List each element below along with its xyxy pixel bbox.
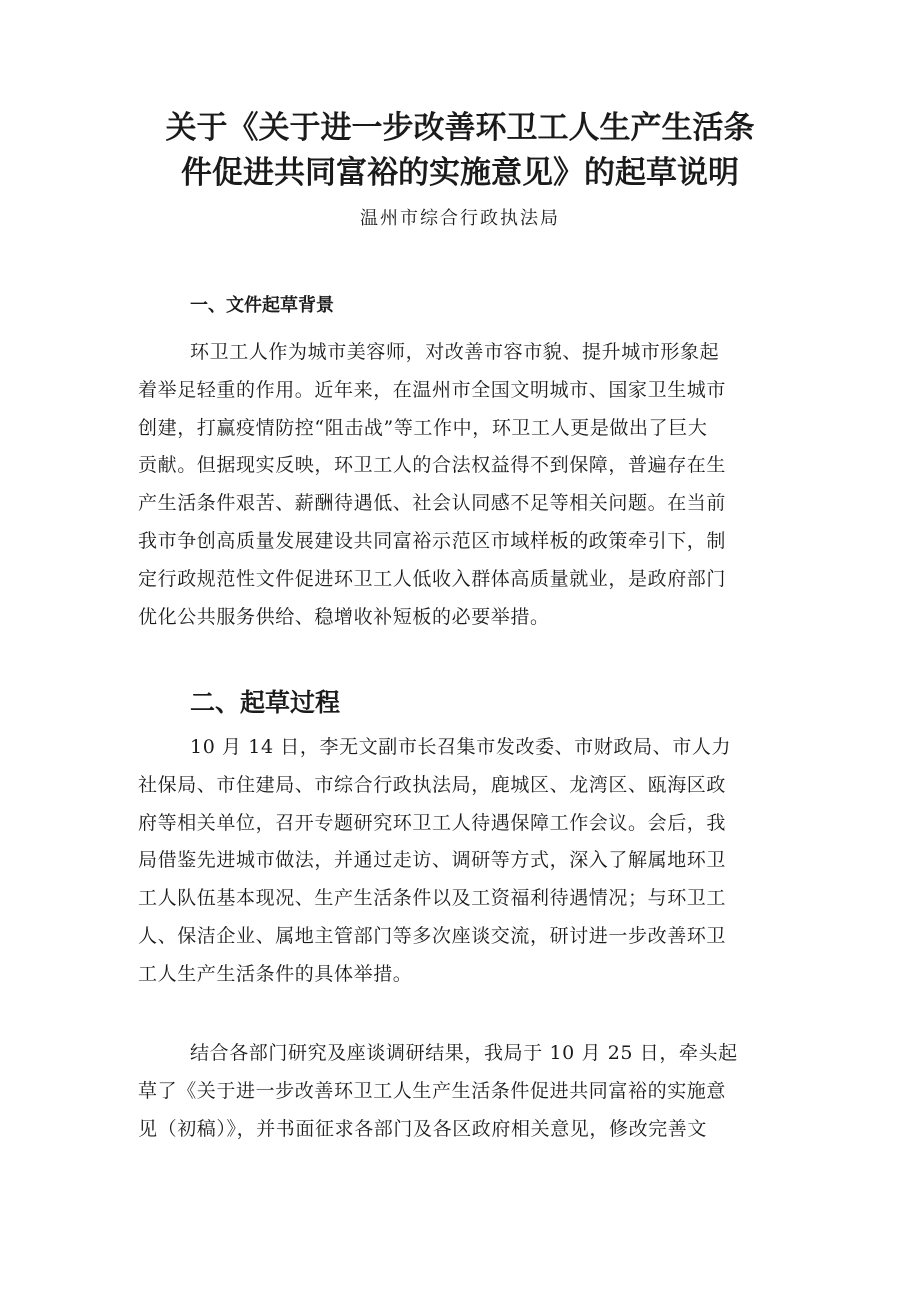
text-line: 见（初稿）》，并书面征求各部门及各区政府相关意见，修改完善文 [138, 1117, 708, 1140]
issuing-organization: 温州市综合行政执法局 [360, 208, 560, 229]
text-line: 工人生产生活条件的具体举措。 [138, 962, 413, 985]
section-heading-process: 二、起草过程 [190, 688, 341, 717]
text-line: 创建，打赢疫情防控“阻击战”等工作中，环卫工人更是做出了巨大 [138, 416, 708, 439]
text-line: 社保局、市住建局、市综合行政执法局，鹿城区、龙湾区、瓯海区政 [138, 773, 727, 796]
text-line: 产生活条件艰苦、薪酬待遇低、社会认同感不足等相关问题。在当前 [138, 492, 727, 515]
section-heading-background: 一、文件起草背景 [190, 295, 334, 316]
text-line: 贡献。但据现实反映，环卫工人的合法权益得不到保障，普遍存在生 [138, 454, 727, 477]
paragraph-background [138, 334, 784, 636]
text-line: 优化公共服务供给、稳增收补短板的必要举措。 [138, 605, 550, 628]
text-line: 局借鉴先进城市做法，并通过走访、调研等方式，深入了解属地环卫 [138, 849, 727, 872]
text-line: 府等相关单位，召开专题研究环卫工人待遇保障工作会议。会后，我 [138, 811, 727, 834]
text-line: 定行政规范性文件促进环卫工人低收入群体高质量就业，是政府部门 [138, 567, 727, 590]
text-line: 工人队伍基本现况、生产生活条件以及工资福利待遇情况；与环卫工 [138, 887, 727, 910]
document-title [80, 106, 840, 196]
title-line: 关于《关于进一步改善环卫工人生产生活条 [165, 110, 755, 146]
text-line: 结合各部门研究及座谈调研结果，我局于 10 月 25 日，牵头起 [190, 1042, 738, 1064]
text-line: 草了《关于进一步改善环卫工人生产生活条件促进共同富裕的实施意 [138, 1079, 727, 1102]
text-line: 我市争创高质量发展建设共同富裕示范区市域样板的政策牵引下，制 [138, 529, 727, 552]
paragraph-process-2 [138, 1035, 784, 1148]
text-line: 人、保洁企业、属地主管部门等多次座谈交流，研讨进一步改善环卫 [138, 924, 727, 947]
text-line: 着举足轻重的作用。近年来，在温州市全国文明城市、国家卫生城市 [138, 378, 727, 401]
paragraph-process-1 [138, 729, 784, 994]
text-line: 环卫工人作为城市美容师，对改善市容市貌、提升城市形象起 [190, 341, 720, 363]
title-line: 件促进共同富裕的实施意见》的起草说明 [181, 155, 739, 191]
text-line: 10 月 14 日，李无文副市长召集市发改委、市财政局、市人力 [190, 736, 732, 758]
